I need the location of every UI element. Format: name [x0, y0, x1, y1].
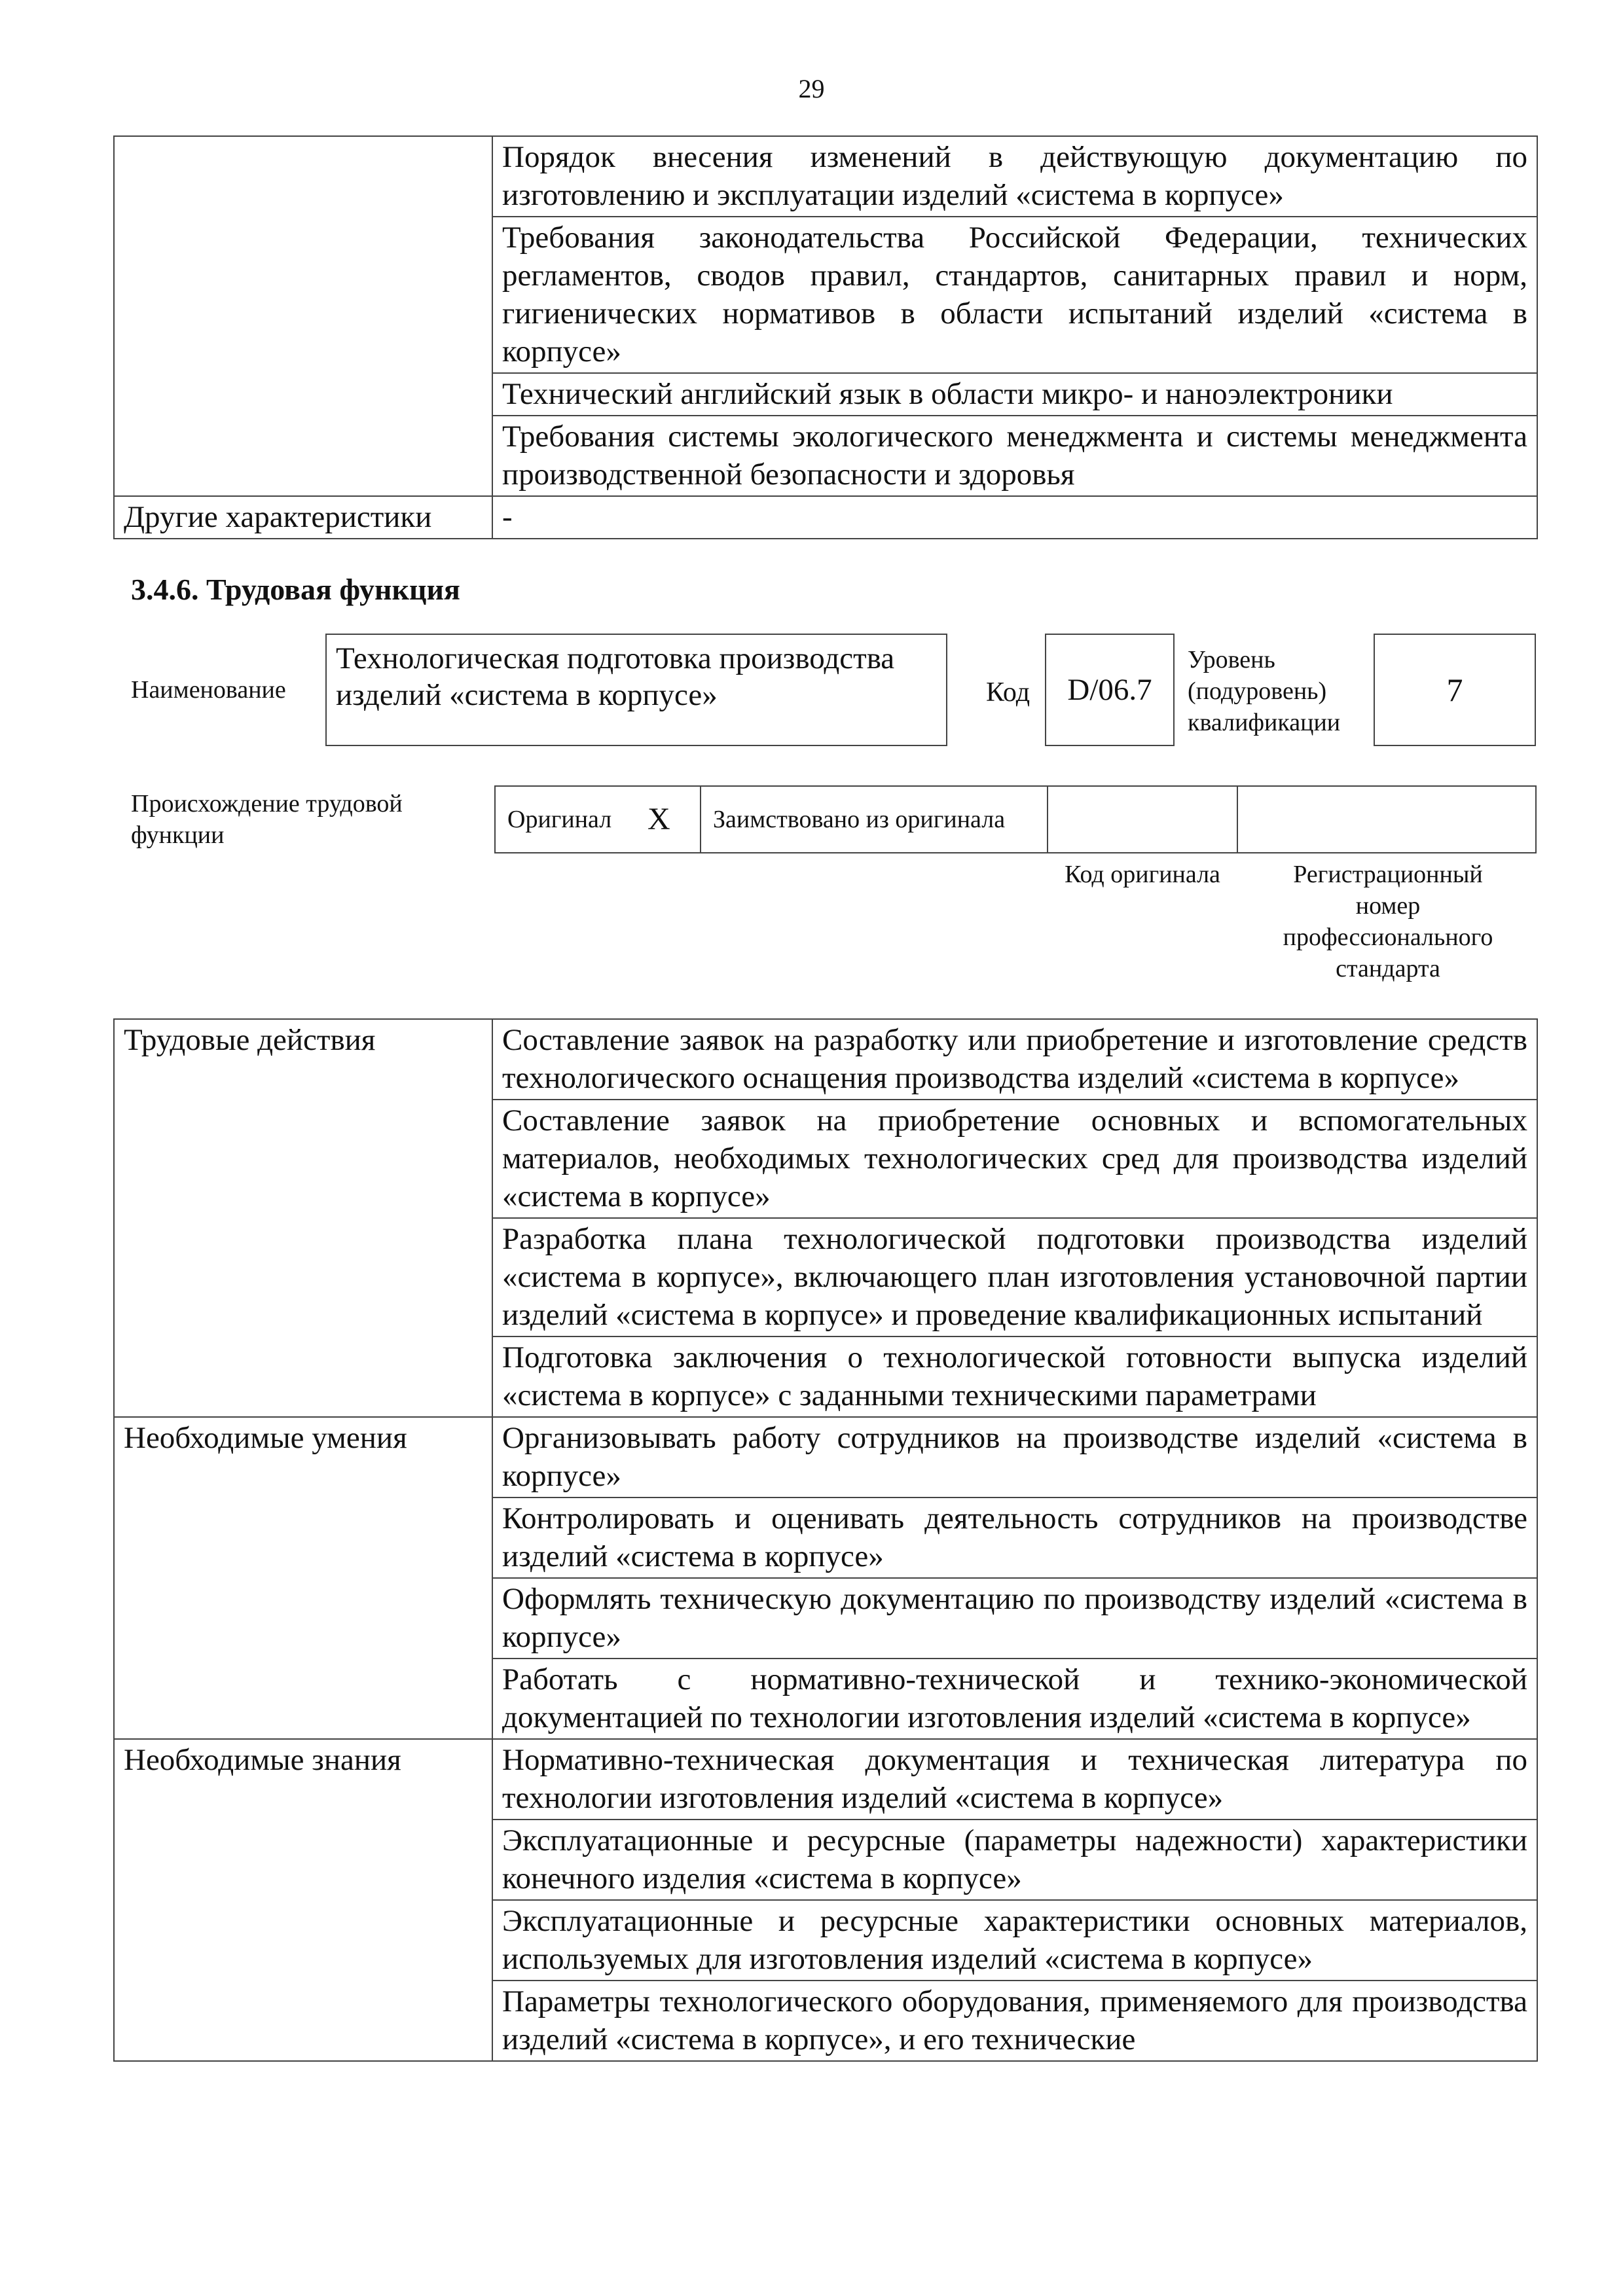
skill-item: Работать с нормативно-технической и технико-экономической документацией по технологии изготовления изделий «система в корпусе»: [492, 1659, 1537, 1739]
origin-label: Происхождение трудовой функции: [131, 790, 403, 849]
knowledge-item: Технический английский язык в области микро- и наноэлектроники: [492, 373, 1537, 416]
knowledge-item: Эксплуатационные и ресурсные (параметры надежности) характеристики конечного изделия «система в корпусе»: [492, 1820, 1537, 1900]
borrowed-label: Заимствовано из оригинала: [713, 806, 1006, 833]
empty-label-cell: [114, 136, 492, 496]
knowledge-item: Нормативно-техническая документация и техническая литература по технологии изготовления изделий «система в корпусе»: [492, 1739, 1537, 1820]
name-label: Наименование: [131, 676, 286, 704]
section-heading: 3.4.6. Трудовая функция: [131, 573, 460, 606]
page-number: 29: [798, 74, 825, 103]
original-mark: X: [647, 802, 670, 836]
skill-item: Организовывать работу сотрудников на производстве изделий «система в корпусе»: [492, 1417, 1537, 1498]
code-label: Код: [986, 677, 1030, 708]
labor-actions-label: Трудовые действия: [114, 1019, 492, 1417]
code-original-box: [1047, 785, 1238, 853]
required-skills-label: Необходимые умения: [114, 1417, 492, 1739]
reg-number-box: [1237, 785, 1537, 853]
other-characteristics-label: Другие характеристики: [114, 496, 492, 539]
reg-number-caption: Регистрационный номер профессионального стандарта: [1283, 861, 1493, 982]
labor-action-item: Подготовка заключения о технологической готовности выпуска изделий «система в корпусе» с заданными техническими параметрами: [492, 1336, 1537, 1417]
table-row: [114, 1019, 1537, 1100]
labor-function-table: [113, 1018, 1538, 2062]
labor-action-item: Разработка плана технологической подготовки производства изделий «система в корпусе», включающего план изготовления установочной партии изделий «система в корпусе» и проведение квалификационных испытаний: [492, 1218, 1537, 1336]
function-name-box: [325, 634, 947, 746]
function-name: Технологическая подготовка производства изделий «система в корпусе»: [336, 641, 895, 712]
knowledge-item: Порядок внесения изменений в действующую документацию по изготовлению и эксплуатации изделий «система в корпусе»: [492, 136, 1537, 217]
knowledge-item: Параметры технологического оборудования, применяемого для производства изделий «система в корпусе», и его технические: [492, 1981, 1537, 2061]
table-row: [114, 496, 1537, 539]
labor-action-item: Составление заявок на приобретение основных и вспомогательных материалов, необходимых технологических сред для производства изделий «система в корпусе»: [492, 1100, 1537, 1218]
knowledge-item: Требования системы экологического менеджмента и системы менеджмента производственной безопасности и здоровья: [492, 416, 1537, 496]
required-knowledge-label: Необходимые знания: [114, 1739, 492, 2061]
labor-action-item: Составление заявок на разработку или приобретение и изготовление средств технологического оснащения производства изделий «система в корпусе»: [492, 1019, 1537, 1100]
original-box: [494, 785, 701, 853]
code-original-caption: Код оригинала: [1065, 861, 1220, 888]
level-label: Уровень (подуровень) квалификации: [1188, 646, 1341, 736]
table-row: [114, 1417, 1537, 1498]
knowledge-item: Требования законодательства Российской Федерации, технических регламентов, сводов правил, стандартов, санитарных правил и норм, гигиенических нормативов в области испытаний изделий «система в корпусе»: [492, 217, 1537, 373]
knowledge-item: Эксплуатационные и ресурсные характеристики основных материалов, используемых для изготовления изделий «система в корпусе»: [492, 1900, 1537, 1981]
top-knowledge-table: [113, 135, 1538, 539]
skill-item: Оформлять техническую документацию по производству изделий «система в корпусе»: [492, 1578, 1537, 1659]
other-characteristics-value: -: [492, 496, 1537, 539]
table-row: [114, 136, 1537, 217]
original-label: Оригинал: [507, 806, 612, 833]
level-value: 7: [1374, 634, 1536, 746]
code-value: D/06.7: [1045, 634, 1175, 746]
table-row: [114, 1739, 1537, 1820]
borrowed-box: [700, 785, 1048, 853]
skill-item: Контролировать и оценивать деятельность сотрудников на производстве изделий «система в корпусе»: [492, 1498, 1537, 1578]
